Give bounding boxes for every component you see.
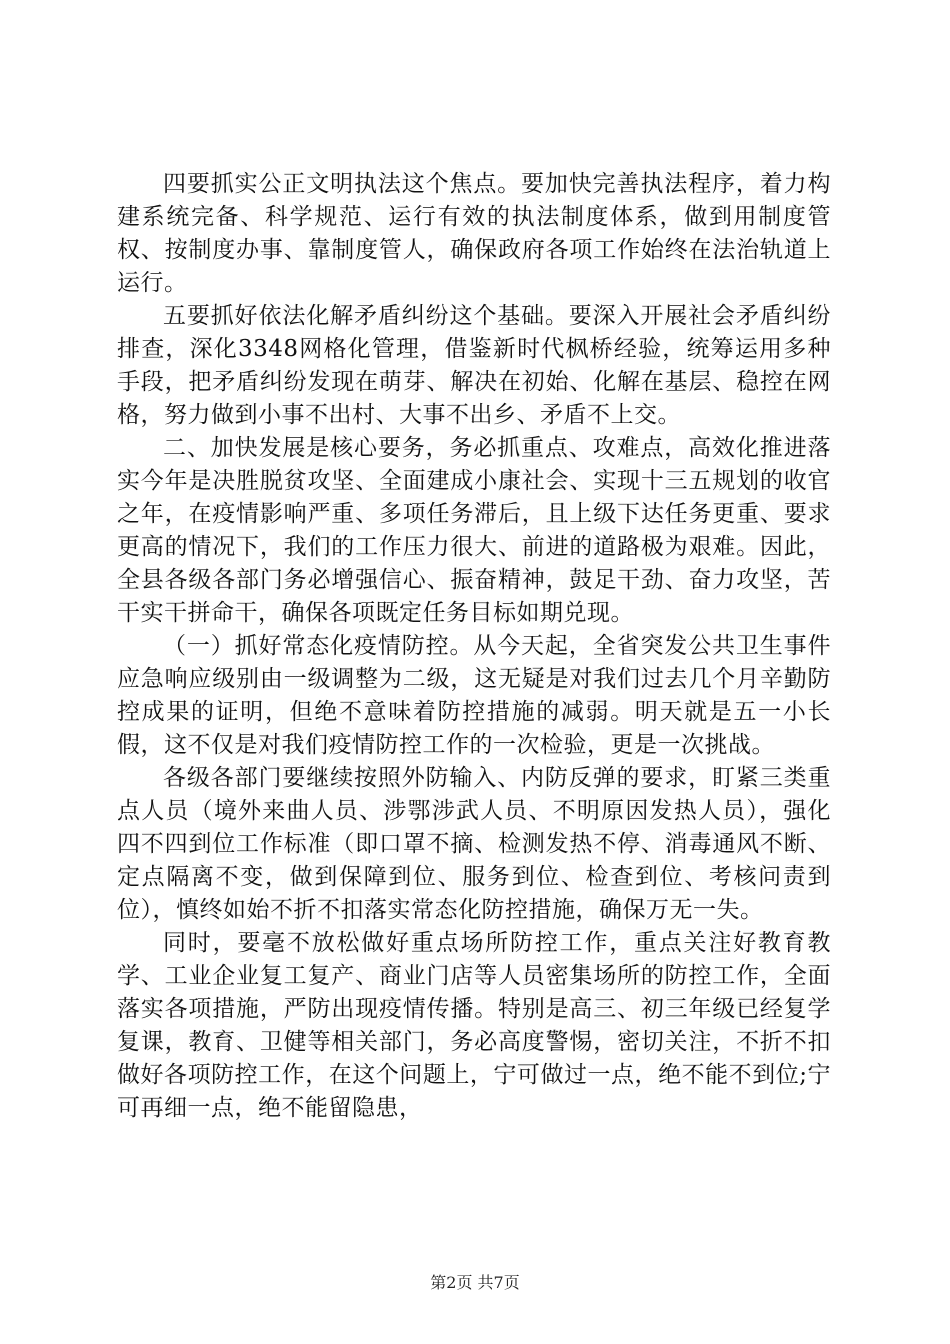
paragraph-6: 同时，要毫不放松做好重点场所防控工作，重点关注好教育教学、工业企业复工复产、商业门店等人员密集场所的防控工作，全面落实各项措施，严防出现疫情传播。特别是高三、初三年级已经复学复课，教育、卫健等相关部门，务必高度警惕，密切关注，不折不扣做好各项防控工作，在这个问题上，宁可做过一点，绝不能不到位;宁可再细一点，绝不能留隐患，	[117, 930, 831, 1121]
paragraph-5: 各级各部门要继续按照外防输入、内防反弹的要求，盯紧三类重点人员（境外来曲人员、涉鄂涉武人员、不明原因发热人员），强化四不四到位工作标准（即口罩不摘、检测发热不停、消毒通风不断、定点隔离不变，做到保障到位、服务到位、检查到位、考核问责到位），慎终如始不折不扣落实常态化防控措施，确保万无一失。	[117, 765, 831, 923]
page-footer: 第2页 共7页	[430, 1273, 520, 1292]
paragraph-1: 四要抓实公正文明执法这个焦点。要加快完善执法程序，着力构建系统完备、科学规范、运行有效的执法制度体系，做到用制度管权、按制度办事、靠制度管人，确保政府各项工作始终在法治轨道上运行。	[117, 171, 831, 296]
paragraph-2: 五要抓好依法化解矛盾纠纷这个基础。要深入开展社会矛盾纠纷排查，深化3348网格化管理，借鉴新时代枫桥经验，统筹运用多种手段，把矛盾纠纷发现在萌芽、解决在初始、化解在基层、稳控在网格，努力做到小事不出村、大事不出乡、矛盾不上交。	[117, 303, 831, 428]
paragraph-3: 二、加快发展是核心要务，务必抓重点、攻难点，高效化推进落实今年是决胜脱贫攻坚、全面建成小康社会、实现十三五规划的收官之年，在疫情影响严重、多项任务滞后，且上级下达任务更重、要求更高的情况下，我们的工作压力很大、前进的道路极为艰难。因此，全县各级各部门务必增强信心、振奋精神，鼓足干劲、奋力攻坚，苦干实干拼命干，确保各项既定任务目标如期兑现。	[117, 435, 831, 626]
paragraph-4: （一）抓好常态化疫情防控。从今天起，全省突发公共卫生事件应急响应级别由一级调整为二级，这无疑是对我们过去几个月辛勤防控成果的证明，但绝不意味着防控措施的减弱。明天就是五一小长假，这不仅是对我们疫情防控工作的一次检验，更是一次挑战。	[117, 633, 831, 758]
document-body	[117, 168, 831, 1125]
